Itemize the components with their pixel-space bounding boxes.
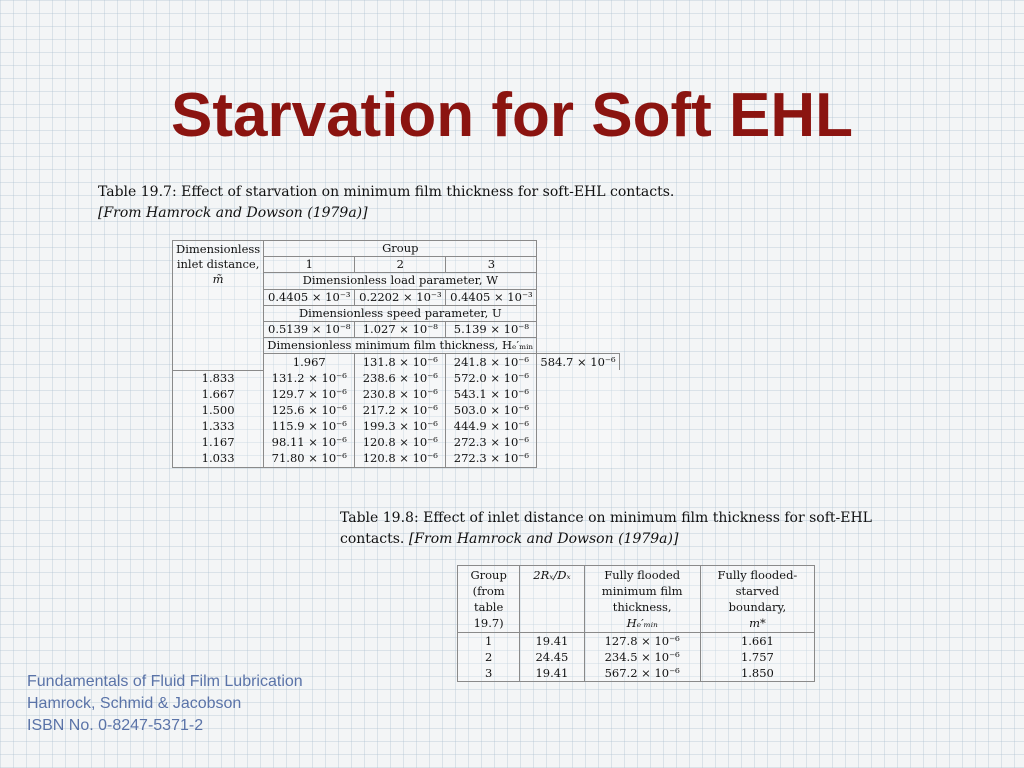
header-line: table <box>473 600 504 614</box>
table-row <box>173 386 620 402</box>
inlet-distance-header-symbol: m̃ <box>212 272 224 286</box>
speed-value: 1.027 × 10⁻⁸ <box>355 321 446 337</box>
boundary-column-header <box>700 566 814 633</box>
thickness-cell: 567.2 × 10⁻⁶ <box>584 665 700 682</box>
group-column-header <box>458 566 520 633</box>
thickness-label: Dimensionless minimum film thickness, Hₑ′ₘᵢₙ <box>264 338 537 354</box>
table-row <box>458 633 815 650</box>
header-line: Group <box>470 568 507 582</box>
thickness-cell: 238.6 × 10⁻⁶ <box>355 370 446 386</box>
inlet-distance-cell: 1.167 <box>173 435 264 451</box>
thickness-cell: 129.7 × 10⁻⁶ <box>264 386 355 402</box>
table2-caption-text: Table 19.8: Effect of inlet distance on minimum film thickness for soft-EHL contacts. <box>340 510 872 547</box>
boundary-cell: 1.757 <box>700 649 814 665</box>
header-line: m* <box>749 616 766 630</box>
inlet-distance-table <box>457 565 815 682</box>
inlet-distance-header <box>173 241 264 371</box>
inlet-distance-cell: 1.500 <box>173 402 264 418</box>
thickness-cell: 503.0 × 10⁻⁶ <box>446 402 537 418</box>
table-row <box>458 665 815 682</box>
inlet-distance-header-line: inlet distance, <box>176 257 260 271</box>
load-parameter-label: Dimensionless load parameter, W <box>264 273 537 289</box>
ratio-cell: 19.41 <box>520 633 584 650</box>
thickness-cell: 584.7 × 10⁻⁶ <box>537 354 619 370</box>
table-row <box>173 451 620 467</box>
header-line: (from <box>472 584 505 598</box>
reference-authors: Hamrock, Schmid & Jacobson <box>27 695 242 712</box>
table-row <box>173 370 620 386</box>
group-header: Group <box>264 241 537 257</box>
book-reference <box>27 671 303 737</box>
thickness-cell: 131.8 × 10⁻⁶ <box>355 354 446 370</box>
header-line: thickness, <box>612 600 672 614</box>
table1-caption <box>98 182 688 224</box>
thickness-cell: 199.3 × 10⁻⁶ <box>355 419 446 435</box>
thickness-cell: 217.2 × 10⁻⁶ <box>355 402 446 418</box>
thickness-cell: 241.8 × 10⁻⁶ <box>446 354 537 370</box>
reference-title: Fundamentals of Fluid Film Lubrication <box>27 673 303 690</box>
load-value: 0.4405 × 10⁻³ <box>446 289 537 305</box>
header-line: 19.7) <box>473 616 504 630</box>
table-row <box>173 435 620 451</box>
group-number: 3 <box>446 257 537 273</box>
boundary-cell: 1.850 <box>700 665 814 682</box>
group-number: 2 <box>355 257 446 273</box>
table2-citation: [From Hamrock and Dowson (1979a)] <box>408 531 679 547</box>
ratio-cell: 19.41 <box>520 665 584 682</box>
inlet-distance-cell: 1.967 <box>264 354 355 370</box>
thickness-cell: 120.8 × 10⁻⁶ <box>355 451 446 467</box>
thickness-cell: 115.9 × 10⁻⁶ <box>264 419 355 435</box>
thickness-cell: 272.3 × 10⁻⁶ <box>446 435 537 451</box>
speed-parameter-label: Dimensionless speed parameter, U <box>264 305 537 321</box>
table-row <box>458 649 815 665</box>
ratio-column-header <box>520 566 584 633</box>
thickness-cell: 98.11 × 10⁻⁶ <box>264 435 355 451</box>
boundary-cell: 1.661 <box>700 633 814 650</box>
header-line: Fully flooded <box>604 568 681 582</box>
table-row <box>173 419 620 435</box>
group-cell: 3 <box>458 665 520 682</box>
load-value: 0.2202 × 10⁻³ <box>355 289 446 305</box>
thickness-cell: 234.5 × 10⁻⁶ <box>584 649 700 665</box>
group-cell: 1 <box>458 633 520 650</box>
inlet-distance-cell: 1.667 <box>173 386 264 402</box>
starvation-table <box>172 240 620 468</box>
table1-citation: [From Hamrock and Dowson (1979a)] <box>98 205 368 221</box>
thickness-cell: 120.8 × 10⁻⁶ <box>355 435 446 451</box>
thickness-cell: 125.6 × 10⁻⁶ <box>264 402 355 418</box>
table2-caption <box>340 508 940 550</box>
inlet-distance-header-line: Dimensionless <box>176 242 261 256</box>
header-line: Fully flooded- <box>717 568 798 582</box>
inlet-distance-cell: 1.033 <box>173 451 264 467</box>
header-line: starved <box>735 584 780 598</box>
inlet-distance-cell: 1.333 <box>173 419 264 435</box>
speed-value: 0.5139 × 10⁻⁸ <box>264 321 355 337</box>
thickness-cell: 71.80 × 10⁻⁶ <box>264 451 355 467</box>
group-number: 1 <box>264 257 355 273</box>
thickness-cell: 543.1 × 10⁻⁶ <box>446 386 537 402</box>
header-line: minimum film <box>601 584 683 598</box>
thickness-cell: 444.9 × 10⁻⁶ <box>446 419 537 435</box>
speed-value: 5.139 × 10⁻⁸ <box>446 321 537 337</box>
table1-caption-text: Table 19.7: Effect of starvation on minimum film thickness for soft-EHL contacts. <box>98 184 675 200</box>
reference-isbn: ISBN No. 0-8247-5371-2 <box>27 717 204 734</box>
inlet-distance-cell: 1.833 <box>173 370 264 386</box>
table-row <box>173 402 620 418</box>
thickness-column-header <box>584 566 700 633</box>
thickness-cell: 127.8 × 10⁻⁶ <box>584 633 700 650</box>
header-line: Hₑ′ₘᵢₙ <box>626 616 658 630</box>
ratio-cell: 24.45 <box>520 649 584 665</box>
load-value: 0.4405 × 10⁻³ <box>264 289 355 305</box>
thickness-cell: 572.0 × 10⁻⁶ <box>446 370 537 386</box>
thickness-cell: 272.3 × 10⁻⁶ <box>446 451 537 467</box>
thickness-cell: 131.2 × 10⁻⁶ <box>264 370 355 386</box>
group-cell: 2 <box>458 649 520 665</box>
header-line: 2Rₓ/Dₓ <box>533 568 571 582</box>
thickness-cell: 230.8 × 10⁻⁶ <box>355 386 446 402</box>
slide-title: Starvation for Soft EHL <box>170 81 854 150</box>
header-line: boundary, <box>728 600 787 614</box>
